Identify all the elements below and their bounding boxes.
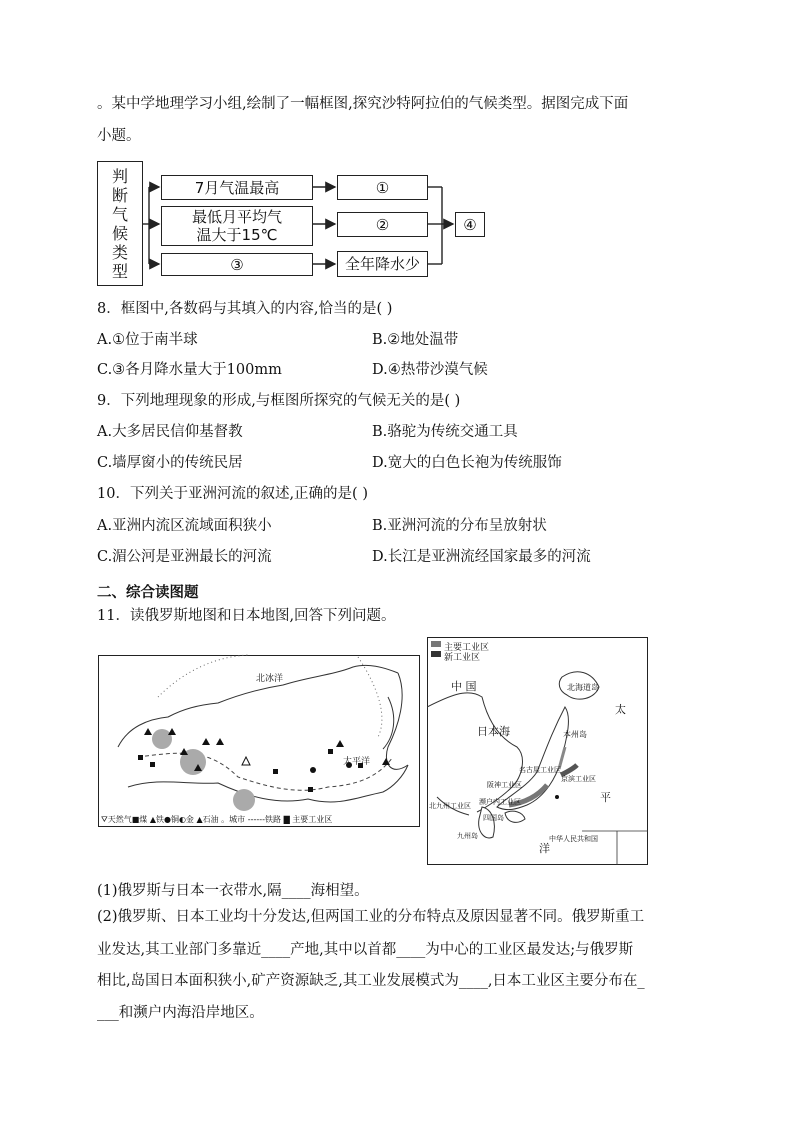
label-keihin: 京滨工业区: [561, 775, 596, 783]
q11-sub-2-line-4: ___和濒户内海沿岸地区。: [97, 1005, 264, 1021]
q11-sub-1: (1)俄罗斯与日本一衣带水,隔____海相望。: [97, 883, 369, 899]
label-prc: 中华人民共和国: [549, 835, 598, 843]
q10-option-c: C.湄公河是亚洲最长的河流: [97, 549, 272, 565]
q10-stem: 10．下列关于亚洲河流的叙述,正确的是( ): [97, 486, 368, 502]
legend-main-zone: 主要工业区: [444, 643, 490, 653]
q8-option-d: D.④热带沙漠气候: [372, 362, 488, 378]
section-2-title: 二、综合读图题: [97, 585, 199, 601]
label-setouchi: 濒户内工业区: [479, 798, 521, 806]
label-pacific-ocean: 太平洋: [343, 757, 371, 767]
q11-sub-2-line-3: 相比,岛国日本面积狭小,矿产资源缺乏,其工业发展模式为____,日本工业区主要分布在_: [97, 973, 645, 989]
q8-option-a: A.①位于南半球: [97, 332, 198, 348]
q8-option-b: B.②地处温带: [372, 332, 459, 348]
intro-line-1: 。某中学地理学习小组,绘制了一幅框图,探究沙特阿拉伯的气候类型。据图完成下面: [97, 96, 629, 112]
q11-stem: 11．读俄罗斯地图和日本地图,回答下列问题。: [97, 608, 396, 624]
label-kyushu: 九州岛: [457, 832, 478, 840]
q10-option-d: D.长江是亚洲流经国家最多的河流: [372, 549, 591, 565]
q8-option-c: C.③各月降水量大于100mm: [97, 362, 282, 378]
q10-option-b: B.亚洲河流的分布呈放射状: [372, 518, 547, 534]
label-kitakyushu: 北九州工业区: [429, 802, 471, 810]
left-char-1: 判: [111, 166, 128, 186]
intro-line-2: 小题。: [97, 128, 141, 144]
left-char-5: 类: [111, 242, 128, 262]
final-4: ④: [455, 212, 485, 237]
q9-option-b: B.骆驼为传统交通工具: [372, 424, 518, 440]
russia-map-drawing: [98, 637, 420, 827]
left-char-4: 候: [111, 223, 128, 243]
label-china: 中 国: [451, 680, 477, 693]
condition-min-temp-b: 温大于15℃: [196, 226, 278, 244]
condition-july-hottest: 7月气温最高: [161, 175, 313, 200]
q8-stem: 8．框图中,各数码与其填入的内容,恰当的是( ): [97, 301, 393, 317]
q9-option-c: C.墙厚窗小的传统民居: [97, 455, 243, 471]
russia-map: [98, 637, 420, 827]
q9-option-d: D.宽大的白色长袍为传统服饰: [372, 455, 562, 471]
q10-option-a: A.亚洲内流区流域面积狭小: [97, 518, 272, 534]
label-nagoya: 名古屋工业区: [519, 766, 561, 774]
label-ping: 平: [600, 791, 611, 804]
condition-min-temp: [161, 206, 313, 246]
left-char-2: 断: [111, 185, 128, 205]
flowchart-left-label: [97, 161, 143, 286]
label-yang: 洋: [539, 842, 550, 855]
label-arctic-ocean: 北冰洋: [256, 674, 284, 684]
label-shikoku: 四国岛: [483, 814, 504, 822]
result-low-precip: 全年降水少: [337, 251, 428, 277]
result-2: ②: [337, 212, 428, 237]
q9-stem: 9．下列地理现象的形成,与框图所探究的气候无关的是( ): [97, 393, 461, 409]
legend-new-zone: 新工业区: [444, 653, 481, 663]
q11-sub-2-line-2: 业发达,其工业部门多靠近____产地,其中以首都____为中心的工业区最发达;与俄罗斯: [97, 942, 634, 958]
left-char-6: 型: [111, 261, 128, 281]
climate-flowchart: [97, 161, 487, 286]
label-honshu: 本州岛: [563, 730, 587, 739]
condition-min-temp-a: 最低月平均气: [191, 208, 282, 226]
label-hanshin: 阪神工业区: [487, 781, 522, 789]
russia-map-legend: ⛛天然气■煤 ▲铁●铜◐金 ▲石油 。城市 ------铁路 ▇ 主要工业区: [101, 815, 333, 824]
label-sea-of-japan: 日本海: [477, 725, 510, 738]
condition-3: ③: [161, 253, 313, 276]
q9-option-a: A.大多居民信仰基督教: [97, 424, 243, 440]
left-char-3: 气: [111, 204, 128, 224]
label-tai: 太: [615, 703, 626, 716]
japan-map: [427, 637, 648, 865]
label-hokkaido: 北海道岛: [567, 683, 599, 692]
q11-sub-2-line-1: (2)俄罗斯、日本工业均十分发达,但两国工业的分布特点及原因显著不同。俄罗斯重工: [97, 909, 645, 925]
result-1: ①: [337, 175, 428, 200]
